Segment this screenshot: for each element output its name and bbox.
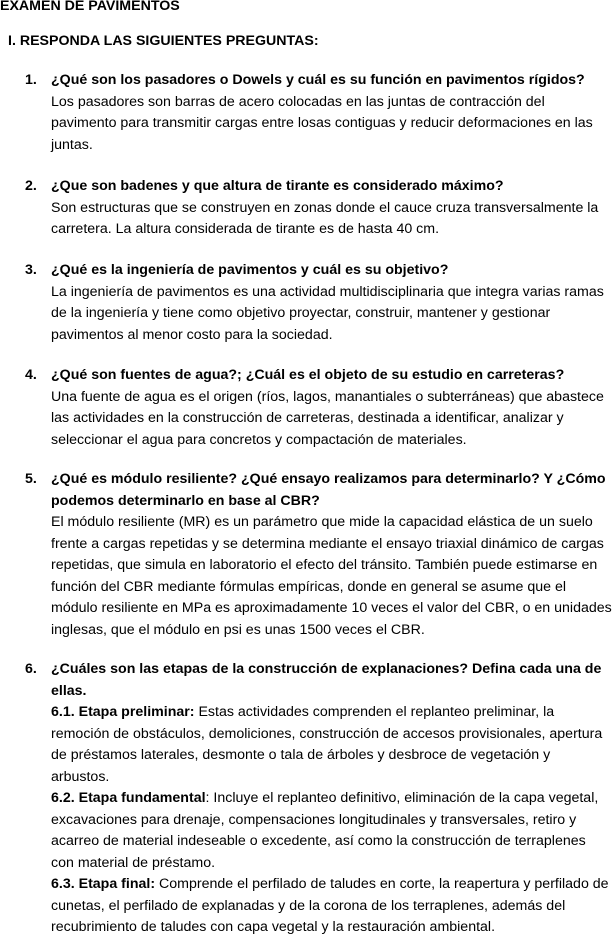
section-heading: I. RESPONDA LAS SIGUIENTES PREGUNTAS: [8, 33, 319, 49]
subitem-6-2 [51, 788, 612, 874]
answer-text: Son estructuras que se construyen en zonas donde el cauce cruza transversalmente la carretera. La altura considerada de tirante es de hasta 40 cm. [51, 199, 599, 237]
question-text: ¿Qué son fuentes de agua?; ¿Cuál es el objeto de su estudio en carreteras? [51, 367, 565, 383]
question-text: ¿Que son badenes y que altura de tirante es considerado máximo? [51, 178, 504, 194]
answer-text: Los pasadores son barras de acero colocadas en las juntas de contracción del pavimento para transmitir cargas entre losas contiguas y reducir deformaciones en las juntas. [51, 93, 593, 153]
question-body [51, 365, 612, 451]
answer-text: Una fuente de agua es el origen (ríos, lagos, manantiales o subterráneas) que abastece las actividades en la construcción de carreteras, destinada a identificar, analizar y seleccionar el agua para concretos y compactación de materiales. [51, 388, 604, 448]
question-number: 5. [25, 471, 37, 487]
question-text: ¿Qué es la ingeniería de pavimentos y cuál es su objetivo? [51, 262, 449, 278]
subitem-6-3 [51, 874, 612, 939]
question-number: 1. [25, 72, 37, 88]
question-text: ¿Qué son los pasadores o Dowels y cuál es su función en pavimentos rígidos? [51, 72, 585, 88]
subitem-title: 6.2. Etapa fundamental [51, 790, 206, 806]
question-body [51, 260, 612, 346]
question-text: ¿Cuáles son las etapas de la construcción de explanaciones? Defina cada una de ellas. [51, 661, 602, 699]
subitem-title: 6.1. Etapa preliminar: [51, 704, 195, 720]
answer-text: El módulo resiliente (MR) es un parámetro que mide la capacidad elástica de un suelo frente a cargas repetidas y se determina mediante el ensayo triaxial dinámico de cargas repetidas, que simula en laboratorio el efecto del tránsito. También puede estimarse en función del CBR mediante fórmulas empíricas, donde en general se asume que el módulo resiliente en MPa es aproximadamente 10 veces el valor del CBR, o en unidades inglesas, que el módulo en psi es unas 1500 veces el CBR. [51, 514, 612, 638]
subitem-text: Comprende el perfilado de taludes en corte, la reapertura y perfilado de cunetas, el perfilado de explanadas y de la corona de los terraplenes, además del recubrimiento de taludes con capa vegetal y la restauración ambiental. [51, 876, 609, 935]
question-body [51, 70, 612, 156]
question-body [51, 469, 612, 641]
question-number: 6. [25, 661, 37, 677]
subitem-title: 6.3. Etapa final: [51, 876, 156, 892]
subitem-text: : Incluye el replanteo definitivo, eliminación de la capa vegetal, excavaciones para drenaje, compensaciones longitudinales y transversales, retiro y acarreo de material indeseable o excedente, así como la construcción de terraplenes con material de préstamo. [51, 790, 599, 871]
question-number: 3. [25, 262, 37, 278]
question-body [51, 659, 612, 939]
question-body [51, 176, 612, 241]
answer-text: La ingeniería de pavimentos es una actividad multidisciplinaria que integra varias ramas de la ingeniería y tiene como objetivo proyectar, construir, mantener y gestionar pavimentos al menor costo para la sociedad. [51, 283, 604, 343]
question-number: 4. [25, 367, 37, 383]
question-number: 2. [25, 178, 37, 194]
subitem-text: Estas actividades comprenden el replanteo preliminar, la remoción de obstáculos, demoliciones, construcción de accesos provisionales, apertura de préstamos laterales, desmonte o tala de árboles y desbroce de vegetación y arbustos. [51, 704, 603, 785]
subitem-6-1 [51, 702, 612, 788]
question-text: ¿Qué es módulo resiliente? ¿Qué ensayo realizamos para determinarlo? Y ¿Cómo podemos determinarlo en base al CBR? [51, 471, 606, 509]
document-title: EXAMEN DE PAVIMENTOS [0, 0, 180, 14]
